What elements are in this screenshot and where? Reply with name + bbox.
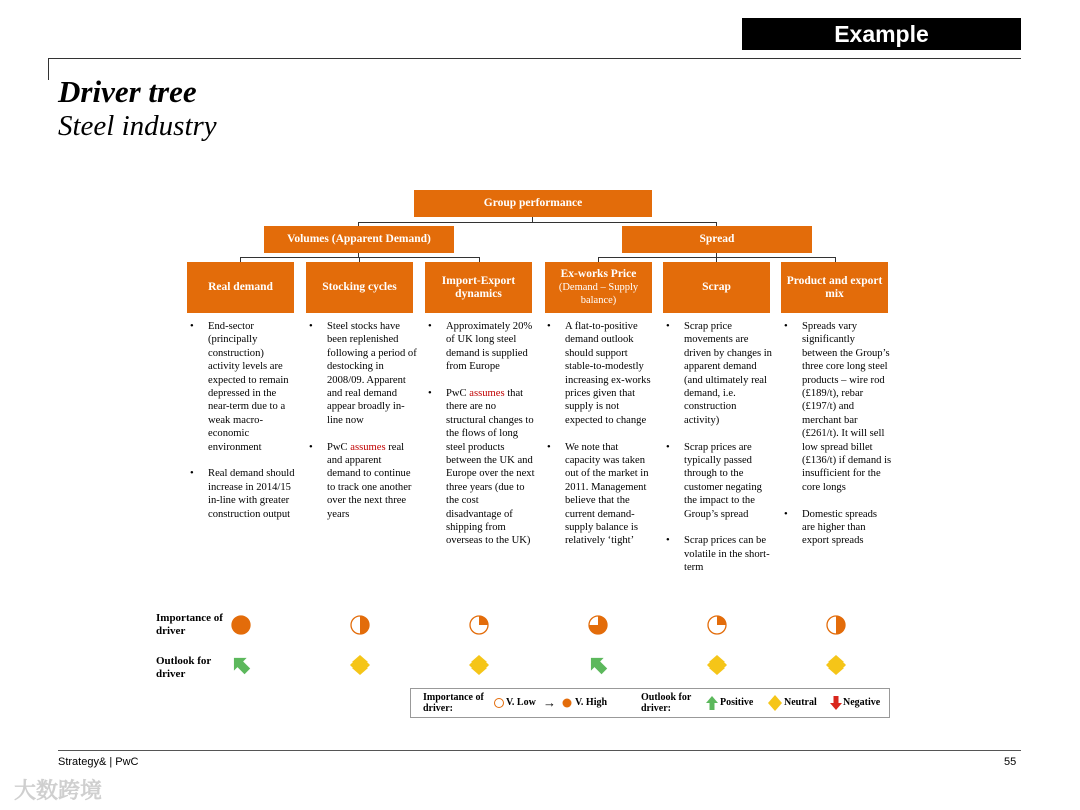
outlook-neutral-diamond (826, 655, 846, 675)
footer-source: Strategy& | PwC (58, 756, 139, 768)
outlook-positive-arrow (585, 652, 611, 678)
bullet-text: real and apparent demand to continue to track one another over the next three years (327, 441, 412, 520)
bullet-text: PwC (446, 388, 470, 400)
arrow-up-green-icon (705, 695, 719, 711)
legend-outlook-title: Outlook for driver: (641, 692, 692, 714)
bullet-text: Scrap prices are typically passed through to the customer negating the impact to the Group’s spread (684, 441, 762, 520)
harvey-empty-icon (493, 697, 505, 709)
legend-neutral: Neutral (784, 697, 817, 708)
bullet-text: Scrap price movements are driven by changes in apparent demand (and ultimately real demand, i.e. construction activity) (684, 321, 772, 426)
watermark: 大数跨境 (14, 779, 103, 804)
outlook-row-label: Outlook for driver (156, 655, 212, 680)
node-volumes: Volumes (Apparent Demand) (264, 226, 454, 253)
driver-product-export-mix: Product and export mix (781, 262, 888, 313)
legend-positive: Positive (720, 697, 754, 708)
page-title: Driver tree (58, 74, 197, 109)
node-spread: Spread (622, 226, 812, 253)
outlook-neutral-diamond (469, 655, 489, 675)
legend-negative: Negative (843, 697, 881, 708)
legend (410, 688, 890, 718)
page-subtitle: Steel industry (58, 110, 217, 142)
bullet-text: End-sector (principally construction) activity levels are expected to remain depressed in the near-term due to a weak macro-economic environment (208, 321, 289, 453)
bullet-text: PwC (327, 441, 351, 453)
driver-scrap: Scrap (663, 262, 770, 313)
legend-high: V. High (575, 697, 608, 708)
outlook-neutral-diamond (707, 655, 727, 675)
bullet-text: that there are no structural changes to the flows of long steel products between the UK and Europe over the next three years (due to the cost disadvantage of shipping from overseas to the UK) (446, 388, 535, 547)
importance-harvey-ball (589, 616, 607, 634)
driver-ex-works-price-sublabel: (Demand – Supply balance) (558, 282, 639, 306)
importance-harvey-ball (708, 616, 726, 634)
importance-harvey-ball (470, 616, 488, 634)
driver-ex-works-price-label: Ex-works Price (560, 268, 637, 280)
outlook-neutral-diamond (350, 655, 370, 675)
arrow-right-icon: → (543, 695, 556, 710)
bullet-text: Scrap prices can be volatile in the short-term (684, 535, 770, 574)
legend-low: V. Low (506, 697, 536, 708)
importance-row-label: Importance of driver (156, 612, 223, 637)
footer-rule (58, 750, 1021, 751)
highlight-assumes: assumes (350, 441, 386, 453)
bullet-text: Spreads vary significantly between the Group’s three core long steel products – wire rod (£189/t), rebar (£197/t) and merchant bar (£261/t). It will sell low spread billet (£136/t) if demand is insufficient for the core longs (802, 321, 892, 493)
neutral-diamond-icon (767, 694, 783, 712)
importance-harvey-ball (827, 616, 845, 634)
example-tag: Example (742, 18, 1021, 50)
bullet-text: Approximately 20% of UK long steel demand is supplied from Europe (446, 321, 533, 373)
page-number: 55 (1004, 756, 1017, 768)
arrow-down-red-icon (829, 695, 843, 711)
driver-real-demand: Real demand (187, 262, 294, 313)
driver-stocking-cycles: Stocking cycles (306, 262, 413, 313)
highlight-assumes: assumes (469, 388, 505, 400)
importance-harvey-ball (232, 616, 250, 634)
bullet-text: Steel stocks have been replenished following a period of destocking in 2008/09. Apparent and real demand appear broadly in-line now (327, 321, 417, 426)
importance-harvey-ball (351, 616, 369, 634)
bullet-text: A flat-to-positive demand outlook should support stable-to-modestly increasing ex-works prices given that supply is not expected to change (565, 321, 651, 426)
bullet-text: We note that capacity was taken out of the market in 2011. Management believe that the current demand-supply balance is relatively ‘tight’ (565, 441, 649, 547)
bullet-text: Real demand should increase in 2014/15 in-line with greater construction output (208, 468, 295, 520)
outlook-positive-arrow (228, 652, 254, 678)
harvey-full-icon (561, 697, 573, 709)
bullet-text: Domestic spreads are higher than export spreads (802, 508, 878, 547)
driver-import-export: Import-Export dynamics (425, 262, 532, 313)
root-node-group-performance: Group performance (414, 190, 652, 217)
legend-importance-title: Importance of driver: (423, 692, 484, 714)
